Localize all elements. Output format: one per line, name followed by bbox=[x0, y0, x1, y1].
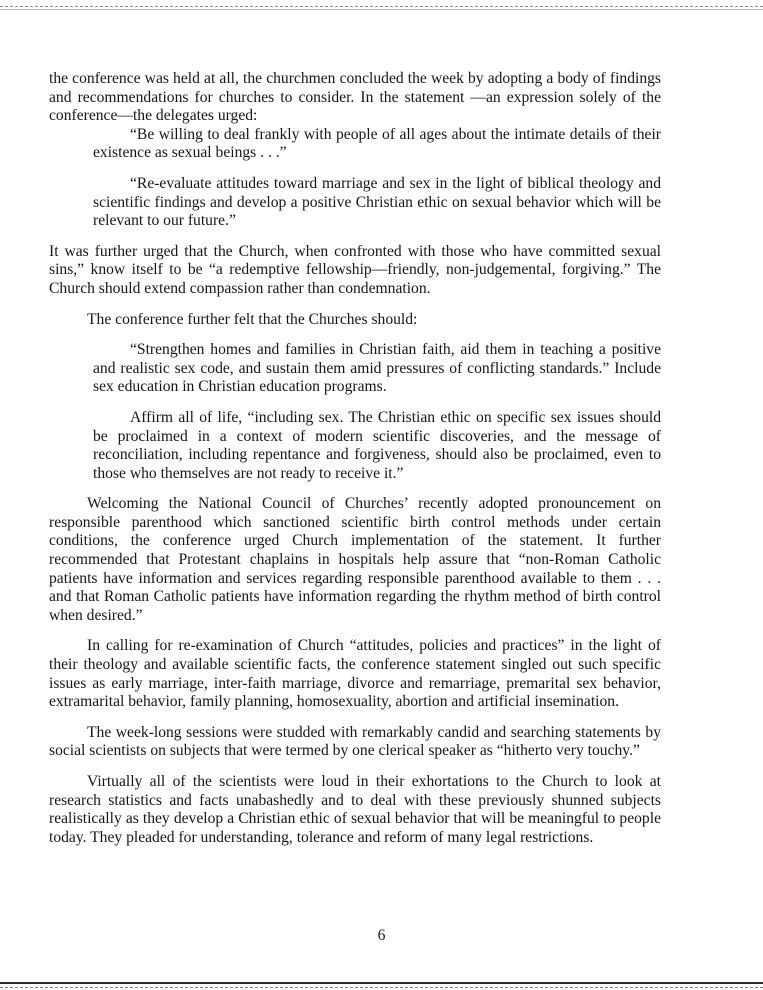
paragraph-responsible-parenthood: Welcoming the National Council of Churches’ recently adopted pronouncement on responsible parenthood which sanctioned scientific birth control methods under certain conditions, the conference urged Church implementation of the statement. It further recommended that Protestant chaplains in hospitals help assure that “non-Roman Catholic patients have information and services regarding responsible parenthood available to them . . . and that Roman Catholic patients have information regarding the rhythm method of birth control when desired.” bbox=[49, 495, 661, 624]
quote-deal-frankly: “Be willing to deal frankly with people of all ages about the intimate details of their existence as sexual beings . . .” bbox=[93, 125, 661, 162]
bottom-border-rule bbox=[0, 982, 763, 984]
paragraph-re-examination: In calling for re-examination of Church “attitudes, policies and practices” in the light of their theology and available scientific facts, the conference statement singled out such specific issues as early marriage, inter-faith marriage, divorce and remarriage, premarital sex behavior, extramarital behavior, family planning, homosexuality, abortion and artificial insemination. bbox=[49, 637, 661, 711]
top-border-rule bbox=[0, 6, 763, 7]
quote-block-2 bbox=[49, 341, 661, 483]
quote-strengthen-homes: “Strengthen homes and families in Christian faith, aid them in teaching a positive and realistic sex code, and sustain them amid pressures of conflicting standards.” Include sex education in Christian education programs. bbox=[93, 341, 661, 396]
paragraph-opening: the conference was held at all, the churchmen concluded the week by adopting a body of findings and recommendations for churches to consider. In the statement —an expression solely of the conference—the delegates urged: bbox=[49, 70, 661, 125]
paragraph-churches-should: The conference further felt that the Churches should: bbox=[87, 310, 418, 328]
bottom-border-rule-outer bbox=[0, 987, 763, 988]
paragraph-scientists: Virtually all of the scientists were loud in their exhortations to the Church to look at research statistics and facts unabashedly and to deal with these previously shunned subjects realistically as they develop a Christian ethic of sexual behavior that will be meaningful to people today. They pleaded for understanding, tolerance and reform of many legal restrictions. bbox=[49, 773, 661, 846]
paragraph-redemptive-fellowship: It was further urged that the Church, when confronted with those who have committed sexual sins,” know itself to be “a redemptive fellowship—friendly, non-judgemental, forgiving.” The Church should extend compassion rather than condemnation. bbox=[49, 242, 661, 297]
top-border-rule-inner bbox=[0, 9, 763, 10]
quote-affirm-life: Affirm all of life, “including sex. The Christian ethic on specific sex issues should be proclaimed in a context of modern scientific discoveries, and the message of reconciliation, including repentance and forgiveness, should also be proclaimed, even to those who themselves are not ready to receive it.” bbox=[93, 408, 661, 482]
paragraph-week-long-sessions: The week-long sessions were studded with remarkably candid and searching statements by social scientists on subjects that were termed by one clerical speaker as “hitherto very touchy.” bbox=[49, 723, 661, 760]
page-body bbox=[49, 70, 661, 847]
quote-block-1 bbox=[49, 126, 661, 231]
quote-re-evaluate: “Re-evaluate attitudes toward marriage and sex in the light of biblical theology and scientific findings and develop a positive Christian ethic on sexual behavior which will be relevant to our future.” bbox=[93, 174, 661, 230]
page-number: 6 bbox=[377, 927, 386, 944]
